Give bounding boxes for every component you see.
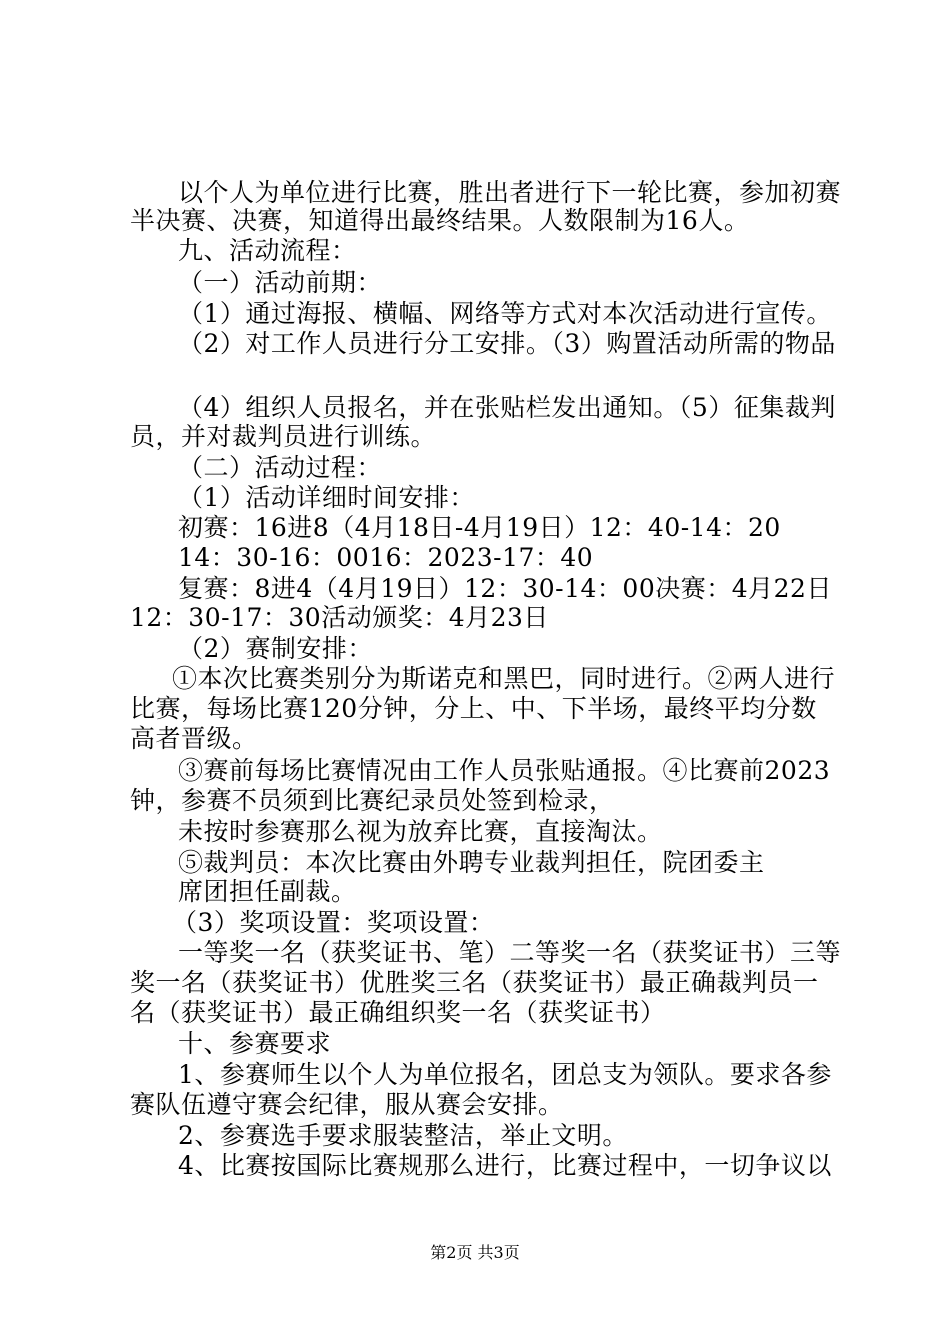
text-line: 奖一名（获奖证书）优胜奖三名（获奖证书）最正确裁判员一 [130,968,819,997]
text-line: （1）活动详细时间安排： [178,483,475,512]
text-line: 一等奖一名（获奖证书、笔）二等奖一名（获奖证书）三等 [178,938,842,967]
section-heading: 九、活动流程： [178,236,357,265]
text-line: 员，并对裁判员进行训练。 [130,422,437,451]
schedule-line: 14：30-16：0016：2023-17：40 [178,543,594,572]
schedule-line: 初赛：16进8（4月18日-4月19日）12：40-14：20 [178,513,781,542]
text-line: 席团担任副裁。 [178,877,357,906]
text-line: 未按时参赛那么视为放弃比赛，直接淘汰。 [178,817,663,846]
text-line: （2）赛制安排： [178,634,373,663]
text-line: 4、比赛按国际比赛规那么进行，比赛过程中，一切争议以 [178,1151,832,1180]
text-line: ⑤裁判员：本次比赛由外聘专业裁判担任，院团委主 [178,848,765,877]
text-line: 钟，参赛不员须到比赛纪录员处签到检录， [130,786,615,815]
subsection-heading: （一）活动前期： [178,268,383,297]
subsection-heading: （二）活动过程： [178,453,383,482]
text-line: 赛队伍遵守赛会纪律，服从赛会安排。 [130,1090,564,1119]
text-line: 高者晋级。 [130,724,258,753]
text-line: 半决赛、决赛，知道得出最终结果。人数限制为16人。 [130,206,750,235]
text-line: 以个人为单位进行比赛，胜出者进行下一轮比赛，参加初赛 [178,178,842,207]
text-line: 比赛，每场比赛120分钟，分上、中、下半场，最终平均分数 [130,694,817,723]
page-footer: 第2页 共3页 [430,1243,520,1262]
text-line: ③赛前每场比赛情况由工作人员张贴通报。④比赛前2023 [178,756,831,785]
section-heading: 十、参赛要求 [178,1029,332,1058]
text-line: 2、参赛选手要求服装整洁，举止文明。 [178,1121,628,1150]
text-line: 名（获奖证书）最正确组织奖一名（获奖证书） [130,998,666,1027]
text-line: （4）组织人员报名，并在张贴栏发出通知。（5）征集裁判 [178,393,836,422]
schedule-line: 复赛：8进4（4月19日）12：30-14：00决赛：4月22日 [178,574,832,603]
text-line: （1）通过海报、横幅、网络等方式对本次活动进行宣传。 [178,299,832,328]
text-line: ①本次比赛类别分为斯诺克和黑巴，同时进行。②两人进行 [172,664,836,693]
schedule-line: 12：30-17：30活动颁奖：4月23日 [130,603,549,632]
text-line: （3）奖项设置：奖项设置： [172,908,495,937]
text-line: 1、参赛师生以个人为单位报名，团总支为领队。要求各参 [178,1060,832,1089]
text-line: （2）对工作人员进行分工安排。（3）购置活动所需的物品 [178,329,836,358]
